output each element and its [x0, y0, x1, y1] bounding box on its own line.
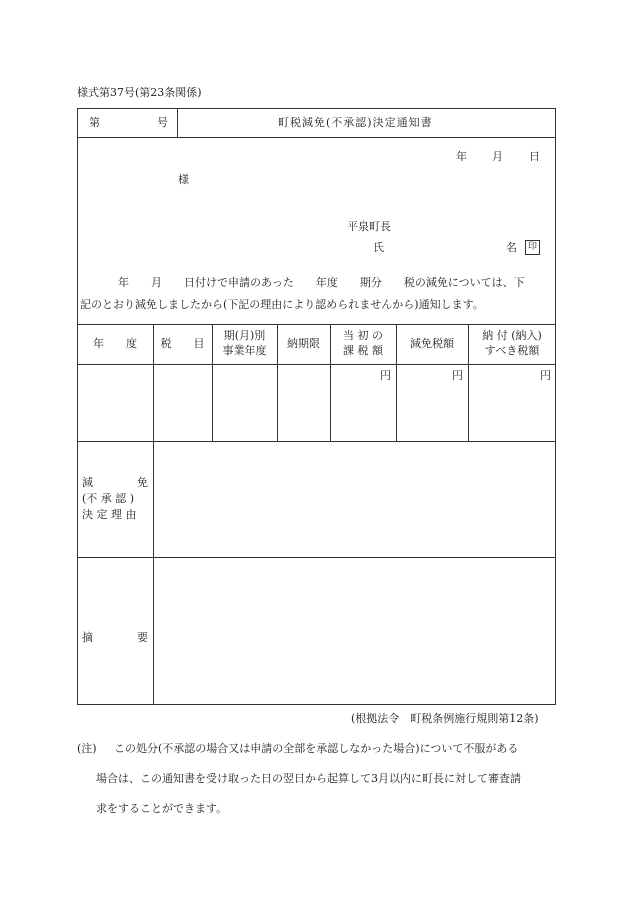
yen-initial: 円: [380, 369, 391, 382]
date-month: 月: [492, 150, 503, 163]
reason-label-line-3: 決 定 理 由: [82, 508, 137, 521]
yen-payable: 円: [540, 369, 551, 382]
table-header-divider: [77, 364, 556, 365]
col-header-payable-2: すべき税額: [484, 344, 540, 357]
label-column-divider: [153, 324, 154, 705]
col-header-initial-2: 課 税 額: [343, 344, 383, 357]
table-top-line: [77, 324, 556, 325]
col-header-period-1: 期(月)別: [223, 329, 266, 342]
body-line-1: 年 月 日付けで申請のあった 年度 期分 税の減免については、下: [118, 276, 525, 289]
col-header-due: 納期限: [287, 337, 320, 350]
body-line-2: 記のとおり減免しましたから(下記の理由により認められませんから)通知します。: [80, 298, 484, 311]
recipient-suffix: 様: [178, 173, 189, 186]
reason-bottom-line: [77, 557, 556, 558]
col-header-payable-1: 納 付 (納入): [482, 329, 542, 342]
note-line-3: 求をすることができます。: [96, 802, 228, 815]
col-header-reduced: 減免税額: [410, 337, 454, 350]
note-line-1: この処分(不承認の場合又は申請の全部を承認しなかった場合)について不服がある: [114, 742, 519, 755]
remarks-label: 摘 要: [82, 631, 148, 644]
col-header-initial-1: 当 初 の: [343, 329, 383, 342]
reason-label-line-1: 減 免: [82, 476, 148, 489]
date-year: 年: [456, 150, 467, 163]
number-suffix: 号: [157, 116, 168, 129]
col-header-period-2: 事業年度: [222, 344, 267, 357]
reason-label-line-2: (不 承 認 ): [82, 492, 135, 505]
issuer-name-label-1: 氏: [373, 241, 384, 254]
yen-reduced: 円: [452, 369, 463, 382]
issuer-name-label-2: 名: [506, 241, 517, 254]
table-bottom-line: [77, 441, 556, 442]
date-day: 日: [529, 150, 540, 163]
col-header-year: 年 度: [93, 337, 137, 350]
col-header-tax: 税 目: [160, 337, 205, 350]
document-title: 町税減免(不承認)決定通知書: [278, 116, 433, 129]
legal-basis: (根拠法令 町税条例施行規則第12条): [351, 712, 539, 725]
seal-mark: 印: [525, 240, 540, 255]
form-reference: 様式第37号(第23条関係): [77, 86, 202, 99]
header-divider: [77, 137, 556, 138]
issuer-office: 平泉町長: [347, 220, 391, 233]
header-vertical-divider: [177, 108, 178, 137]
note-line-2: 場合は、この通知書を受け取った日の翌日から起算して3月以内に町長に対して審査請: [96, 772, 521, 785]
note-mark: (注): [77, 742, 97, 755]
form-frame: [77, 108, 556, 705]
number-prefix: 第: [89, 116, 100, 129]
